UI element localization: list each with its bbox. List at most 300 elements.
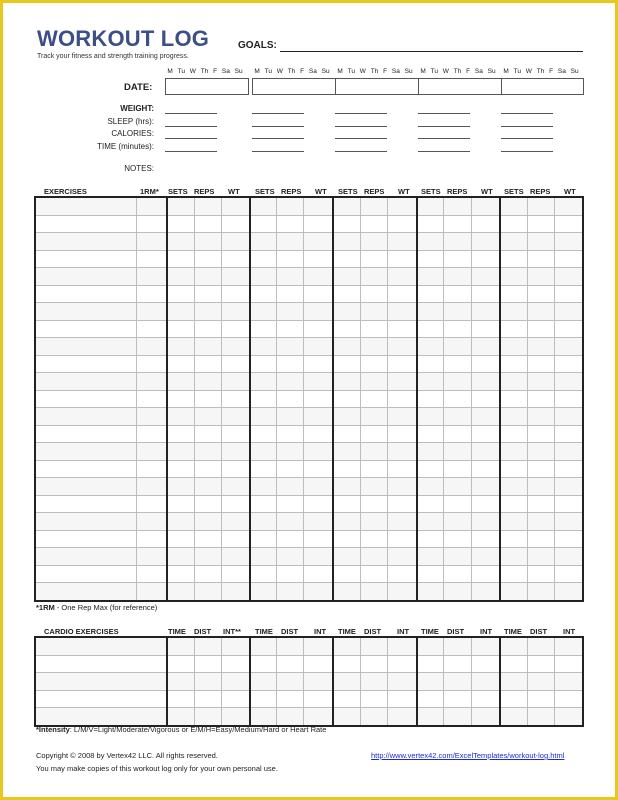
table-cell[interactable] [137,443,167,461]
table-cell[interactable] [387,285,416,303]
table-cell[interactable] [527,320,554,338]
table-cell[interactable] [333,303,360,321]
table-cell[interactable] [137,303,167,321]
table-cell[interactable] [527,303,554,321]
table-cell[interactable] [194,513,221,531]
table-cell[interactable] [500,320,527,338]
table-cell[interactable] [167,690,194,708]
table-cell[interactable] [137,355,167,373]
table-cell[interactable] [444,637,471,655]
table-cell[interactable] [35,460,137,478]
table-cell[interactable] [250,338,277,356]
table-cell[interactable] [304,233,333,251]
table-cell[interactable] [194,495,221,513]
table-cell[interactable] [194,215,221,233]
table-cell[interactable] [555,708,583,726]
table-cell[interactable] [360,268,387,286]
table-cell[interactable] [35,443,137,461]
table-cell[interactable] [387,460,416,478]
stat-input-line[interactable] [335,126,387,127]
table-cell[interactable] [360,443,387,461]
table-cell[interactable] [221,320,249,338]
table-cell[interactable] [555,373,583,391]
table-cell[interactable] [333,460,360,478]
table-cell[interactable] [304,268,333,286]
table-cell[interactable] [444,408,471,426]
table-cell[interactable] [387,583,416,601]
table-cell[interactable] [250,285,277,303]
table-cell[interactable] [471,565,500,583]
table-cell[interactable] [277,708,304,726]
stat-input-line[interactable] [418,138,470,139]
table-cell[interactable] [387,495,416,513]
table-cell[interactable] [333,408,360,426]
table-cell[interactable] [304,408,333,426]
table-cell[interactable] [221,268,249,286]
table-cell[interactable] [555,320,583,338]
table-cell[interactable] [137,373,167,391]
table-cell[interactable] [471,495,500,513]
table-cell[interactable] [387,250,416,268]
table-cell[interactable] [555,690,583,708]
table-cell[interactable] [304,513,333,531]
table-cell[interactable] [527,708,554,726]
stat-input-line[interactable] [165,151,217,152]
table-cell[interactable] [387,530,416,548]
table-cell[interactable] [167,673,194,691]
table-cell[interactable] [500,197,527,215]
table-cell[interactable] [527,690,554,708]
table-cell[interactable] [444,390,471,408]
table-cell[interactable] [500,408,527,426]
table-cell[interactable] [35,425,137,443]
table-cell[interactable] [333,495,360,513]
table-cell[interactable] [417,425,444,443]
table-cell[interactable] [527,513,554,531]
table-cell[interactable] [444,338,471,356]
table-cell[interactable] [417,303,444,321]
table-cell[interactable] [250,425,277,443]
table-cell[interactable] [194,478,221,496]
date-input[interactable] [501,78,584,95]
table-cell[interactable] [35,478,137,496]
table-cell[interactable] [387,673,416,691]
table-cell[interactable] [360,513,387,531]
table-cell[interactable] [417,565,444,583]
table-cell[interactable] [304,460,333,478]
table-cell[interactable] [527,373,554,391]
table-cell[interactable] [417,583,444,601]
table-cell[interactable] [333,513,360,531]
table-cell[interactable] [304,708,333,726]
table-cell[interactable] [500,565,527,583]
table-cell[interactable] [333,548,360,566]
table-cell[interactable] [444,285,471,303]
table-cell[interactable] [167,708,194,726]
table-cell[interactable] [277,460,304,478]
table-cell[interactable] [527,408,554,426]
table-cell[interactable] [387,355,416,373]
table-cell[interactable] [387,408,416,426]
table-cell[interactable] [333,673,360,691]
table-cell[interactable] [304,583,333,601]
table-cell[interactable] [194,197,221,215]
table-cell[interactable] [304,373,333,391]
table-cell[interactable] [35,215,137,233]
table-cell[interactable] [250,443,277,461]
table-cell[interactable] [250,530,277,548]
table-cell[interactable] [417,708,444,726]
table-cell[interactable] [360,338,387,356]
table-cell[interactable] [250,583,277,601]
table-cell[interactable] [555,408,583,426]
table-cell[interactable] [527,285,554,303]
table-cell[interactable] [527,548,554,566]
table-cell[interactable] [333,565,360,583]
table-cell[interactable] [527,443,554,461]
table-cell[interactable] [194,655,221,673]
table-cell[interactable] [167,320,194,338]
table-cell[interactable] [471,303,500,321]
table-cell[interactable] [35,233,137,251]
table-cell[interactable] [277,408,304,426]
table-cell[interactable] [221,443,249,461]
table-cell[interactable] [500,530,527,548]
table-cell[interactable] [277,338,304,356]
table-cell[interactable] [277,565,304,583]
table-cell[interactable] [500,233,527,251]
table-cell[interactable] [167,373,194,391]
table-cell[interactable] [35,673,167,691]
table-cell[interactable] [194,390,221,408]
table-cell[interactable] [387,303,416,321]
table-cell[interactable] [417,637,444,655]
table-cell[interactable] [137,390,167,408]
table-cell[interactable] [35,373,137,391]
table-cell[interactable] [137,565,167,583]
table-cell[interactable] [527,215,554,233]
table-cell[interactable] [194,408,221,426]
table-cell[interactable] [277,690,304,708]
table-cell[interactable] [194,355,221,373]
table-cell[interactable] [333,443,360,461]
table-cell[interactable] [167,390,194,408]
table-cell[interactable] [387,708,416,726]
table-cell[interactable] [360,215,387,233]
stat-input-line[interactable] [252,113,304,114]
table-cell[interactable] [444,655,471,673]
table-cell[interactable] [137,285,167,303]
table-cell[interactable] [555,530,583,548]
table-cell[interactable] [333,355,360,373]
table-cell[interactable] [250,673,277,691]
table-cell[interactable] [444,373,471,391]
table-cell[interactable] [444,708,471,726]
table-cell[interactable] [333,250,360,268]
table-cell[interactable] [471,320,500,338]
table-cell[interactable] [527,233,554,251]
table-cell[interactable] [194,373,221,391]
stat-input-line[interactable] [501,151,553,152]
table-cell[interactable] [221,565,249,583]
table-cell[interactable] [221,583,249,601]
table-cell[interactable] [417,443,444,461]
table-cell[interactable] [167,583,194,601]
table-cell[interactable] [387,513,416,531]
table-cell[interactable] [221,233,249,251]
table-cell[interactable] [221,655,249,673]
table-cell[interactable] [444,215,471,233]
table-cell[interactable] [527,197,554,215]
table-cell[interactable] [277,583,304,601]
table-cell[interactable] [167,408,194,426]
table-cell[interactable] [500,708,527,726]
table-cell[interactable] [500,250,527,268]
table-cell[interactable] [360,548,387,566]
table-cell[interactable] [417,390,444,408]
table-cell[interactable] [250,303,277,321]
table-cell[interactable] [35,285,137,303]
table-cell[interactable] [221,408,249,426]
table-cell[interactable] [194,320,221,338]
table-cell[interactable] [221,495,249,513]
table-cell[interactable] [360,285,387,303]
table-cell[interactable] [444,303,471,321]
table-cell[interactable] [555,233,583,251]
table-cell[interactable] [277,355,304,373]
table-cell[interactable] [167,425,194,443]
table-cell[interactable] [387,565,416,583]
table-cell[interactable] [250,460,277,478]
table-cell[interactable] [555,478,583,496]
table-cell[interactable] [360,373,387,391]
table-cell[interactable] [333,478,360,496]
table-cell[interactable] [304,320,333,338]
table-cell[interactable] [417,478,444,496]
table-cell[interactable] [333,338,360,356]
table-cell[interactable] [360,637,387,655]
table-cell[interactable] [277,303,304,321]
table-cell[interactable] [527,565,554,583]
table-cell[interactable] [471,355,500,373]
table-cell[interactable] [444,690,471,708]
table-cell[interactable] [194,637,221,655]
table-cell[interactable] [387,373,416,391]
table-cell[interactable] [360,320,387,338]
table-cell[interactable] [555,355,583,373]
table-cell[interactable] [333,268,360,286]
table-cell[interactable] [333,655,360,673]
table-cell[interactable] [194,443,221,461]
table-cell[interactable] [167,495,194,513]
table-cell[interactable] [137,530,167,548]
table-cell[interactable] [360,690,387,708]
table-cell[interactable] [137,460,167,478]
table-cell[interactable] [500,655,527,673]
date-input[interactable] [335,78,419,95]
table-cell[interactable] [555,215,583,233]
table-cell[interactable] [250,197,277,215]
table-cell[interactable] [500,425,527,443]
table-cell[interactable] [194,530,221,548]
table-cell[interactable] [555,285,583,303]
table-cell[interactable] [137,513,167,531]
table-cell[interactable] [304,215,333,233]
table-cell[interactable] [471,197,500,215]
table-cell[interactable] [471,478,500,496]
table-cell[interactable] [221,425,249,443]
table-cell[interactable] [304,478,333,496]
table-cell[interactable] [360,197,387,215]
table-cell[interactable] [277,513,304,531]
table-cell[interactable] [417,408,444,426]
table-cell[interactable] [471,425,500,443]
table-cell[interactable] [35,548,137,566]
table-cell[interactable] [221,708,249,726]
table-cell[interactable] [221,690,249,708]
table-cell[interactable] [500,478,527,496]
table-cell[interactable] [333,530,360,548]
stat-input-line[interactable] [501,113,553,114]
table-cell[interactable] [555,390,583,408]
table-cell[interactable] [167,478,194,496]
table-cell[interactable] [500,495,527,513]
table-cell[interactable] [444,460,471,478]
table-cell[interactable] [194,460,221,478]
table-cell[interactable] [167,355,194,373]
table-cell[interactable] [304,425,333,443]
table-cell[interactable] [471,373,500,391]
table-cell[interactable] [527,268,554,286]
table-cell[interactable] [555,548,583,566]
table-cell[interactable] [444,673,471,691]
table-cell[interactable] [167,303,194,321]
table-cell[interactable] [471,250,500,268]
table-cell[interactable] [304,390,333,408]
table-cell[interactable] [277,655,304,673]
table-cell[interactable] [500,215,527,233]
table-cell[interactable] [417,530,444,548]
table-cell[interactable] [250,233,277,251]
table-cell[interactable] [35,408,137,426]
table-cell[interactable] [444,355,471,373]
table-cell[interactable] [387,655,416,673]
table-cell[interactable] [444,495,471,513]
stat-input-line[interactable] [501,138,553,139]
table-cell[interactable] [417,320,444,338]
table-cell[interactable] [387,443,416,461]
table-cell[interactable] [250,655,277,673]
table-cell[interactable] [167,233,194,251]
table-cell[interactable] [35,655,167,673]
table-cell[interactable] [333,215,360,233]
table-cell[interactable] [360,303,387,321]
table-cell[interactable] [277,548,304,566]
table-cell[interactable] [360,355,387,373]
table-cell[interactable] [471,513,500,531]
stat-input-line[interactable] [335,113,387,114]
table-cell[interactable] [387,690,416,708]
table-cell[interactable] [250,708,277,726]
table-cell[interactable] [194,690,221,708]
table-cell[interactable] [417,285,444,303]
table-cell[interactable] [304,338,333,356]
table-cell[interactable] [137,320,167,338]
table-cell[interactable] [444,250,471,268]
table-cell[interactable] [221,355,249,373]
table-cell[interactable] [304,655,333,673]
table-cell[interactable] [555,197,583,215]
table-cell[interactable] [250,373,277,391]
table-cell[interactable] [333,637,360,655]
table-cell[interactable] [360,495,387,513]
table-cell[interactable] [500,285,527,303]
table-cell[interactable] [500,513,527,531]
table-cell[interactable] [333,425,360,443]
table-cell[interactable] [221,513,249,531]
table-cell[interactable] [555,583,583,601]
table-cell[interactable] [221,530,249,548]
table-cell[interactable] [221,285,249,303]
table-cell[interactable] [333,233,360,251]
table-cell[interactable] [527,478,554,496]
table-cell[interactable] [167,338,194,356]
table-cell[interactable] [277,530,304,548]
table-cell[interactable] [304,355,333,373]
table-cell[interactable] [417,548,444,566]
table-cell[interactable] [387,197,416,215]
table-cell[interactable] [555,268,583,286]
table-cell[interactable] [555,655,583,673]
table-cell[interactable] [527,338,554,356]
table-cell[interactable] [221,303,249,321]
table-cell[interactable] [444,268,471,286]
table-cell[interactable] [277,268,304,286]
table-cell[interactable] [527,460,554,478]
stat-input-line[interactable] [252,126,304,127]
table-cell[interactable] [444,548,471,566]
table-cell[interactable] [444,233,471,251]
table-cell[interactable] [35,197,137,215]
table-cell[interactable] [277,373,304,391]
table-cell[interactable] [250,250,277,268]
table-cell[interactable] [137,425,167,443]
table-cell[interactable] [304,673,333,691]
table-cell[interactable] [387,215,416,233]
table-cell[interactable] [167,268,194,286]
table-cell[interactable] [277,233,304,251]
table-cell[interactable] [555,443,583,461]
table-cell[interactable] [444,478,471,496]
table-cell[interactable] [35,250,137,268]
table-cell[interactable] [555,338,583,356]
table-cell[interactable] [137,408,167,426]
table-cell[interactable] [360,565,387,583]
table-cell[interactable] [35,338,137,356]
table-cell[interactable] [221,478,249,496]
table-cell[interactable] [360,460,387,478]
table-cell[interactable] [527,655,554,673]
table-cell[interactable] [417,460,444,478]
table-cell[interactable] [277,637,304,655]
table-cell[interactable] [167,443,194,461]
table-cell[interactable] [194,548,221,566]
table-cell[interactable] [555,425,583,443]
table-cell[interactable] [221,390,249,408]
table-cell[interactable] [137,548,167,566]
stat-input-line[interactable] [165,138,217,139]
table-cell[interactable] [304,495,333,513]
